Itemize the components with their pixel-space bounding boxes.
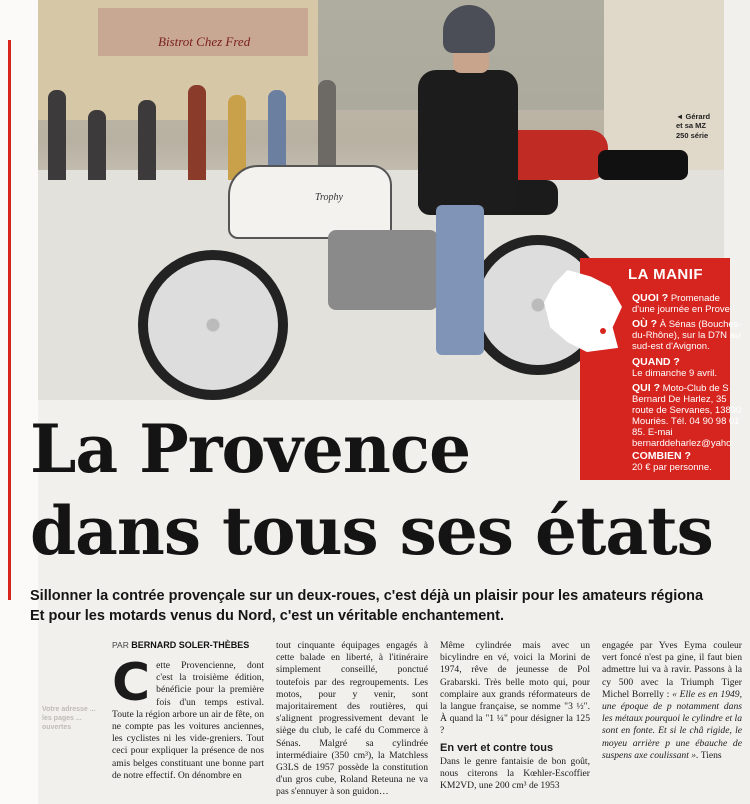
- left-margin-rule: [0, 0, 38, 804]
- headline-line-1: La Provence: [30, 410, 471, 488]
- infobox-item-what: QUOI ? Promenade d'une journée en Prove: [632, 292, 730, 315]
- article-column-3: [440, 640, 590, 792]
- article-column-1: [112, 653, 264, 782]
- white-motorcycle: [138, 140, 618, 360]
- infobox-item-where: OÙ ? À Sénas (Bouches-du-Rhône), sur la D7N au sud-est d'Avignon.: [632, 318, 742, 352]
- article-column-4: [602, 640, 742, 762]
- standfirst: Sillonner la contrée provençale sur un deux-roues, c'est déjà un plaisir pour les amateurs régiona Et pour les motards venus du Nord, c'est un véritable enchantement.: [30, 588, 704, 624]
- article-column-2: [276, 640, 428, 799]
- column-1-text: ette Provencienne, dont c'est la troisième édition, bénéficie pour la première fois d'un temps estival. Toute la région arbore un air de fête, on ne compte pas les voitures anciennes, les cyclistes ni les vide-greniers. Tout ceci pour expliquer la présence de nos amis belges constituant une bonne part de notre effectif. On dénombre en: [112, 660, 264, 781]
- infobox-item-when: QUAND ? Le dimanche 9 avril.: [632, 356, 718, 379]
- photo-caption: ◄ Gérard et sa MZ 250 série: [676, 112, 711, 140]
- headline: [30, 408, 713, 572]
- helmet-icon: [443, 5, 495, 53]
- headline-line-2: dans tous ses états: [30, 492, 713, 570]
- cafe-awning: [98, 8, 308, 56]
- infobox-title: LA MANIF: [628, 266, 704, 283]
- drop-cap: C: [112, 653, 151, 713]
- margin-note: Votre adresse ... les pages ... ouvertes: [42, 706, 96, 732]
- tank-logo: Trophy: [315, 192, 343, 203]
- column-3-text-b: Dans le genre fantaisie de bon goût, nous citerons la Kœhler-Escoffier KM2VD, une 200 cm³ de 1953: [440, 755, 590, 792]
- infobox-item-price: COMBIEN ? 20 € par personne.: [632, 450, 712, 473]
- column-3-text-a: Même cylindrée mais avec un bicylindre en vé, voici la Morini de 1974, rêve de jeunesse de Pol Grabarski. Très belle moto qui, pour complaire aux grands réformateurs de la langue française, se nomme "3 ½". À quand la "1 ¼" pour désigner la 125 ?: [440, 640, 590, 737]
- rider: [408, 0, 528, 330]
- byline: PAR BERNARD SOLER-THÈBES: [112, 640, 250, 650]
- subheading: En vert et contre tous: [440, 741, 554, 754]
- column-2-text: tout cinquante équipages engagés à cette balade en liberté, à l'itinéraire simplement conseillé, ponctué toutefois par des regroupements. Les motos, pour y venir, sont majoritairement des routières, qui s'alignent progressivement devant le siège du club, le café du Commerce à Sénas. Malgré sa cylindrée intermédiaire (350 cm³), la Matchless G3LS de 1957 possède la constitution d'un gros cube, Roland Reteuna ne va pas s'ennuyer à son guidon…: [276, 640, 428, 798]
- infobox-item-who: QUI ? Moto-Club de S Bernard De Harlez, 35 route de Servanes, 13890 Mouriès. Tél. 04 90 98 01 85. E-mai bernarddeharlez@yaho: [632, 382, 742, 449]
- shop-sign-text: Bistrot Chez Fred: [158, 34, 251, 49]
- column-4-text: engagée par Yves Eyma couleur vert foncé n'est pa gine, il faut bien admettre lui va à ravir. Passons à la cy 500 avec la Triumph Tiger Michel Borrelly : « Elle es en 1949, une époque de p notamment dans les métaux pourquoi le cylindre et la sont en fonte. Et si le châ rigide, le moyeu arrière p une ébauche de suspens axe coulissant ». Tiens: [602, 640, 742, 761]
